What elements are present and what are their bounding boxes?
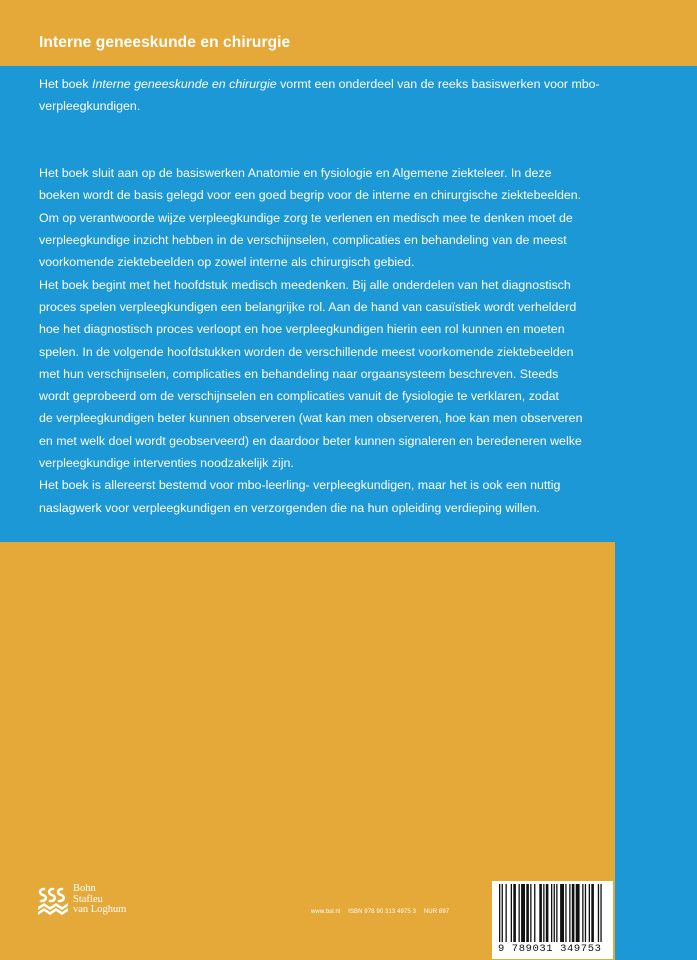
website-text: www.bsl.nl <box>311 909 341 915</box>
publisher-logo <box>36 884 126 916</box>
publisher-name-line: Stafleu <box>73 893 103 905</box>
paragraph-gap <box>39 118 609 163</box>
barcode-digits: 9 789031 349753 <box>498 943 602 955</box>
body-line: Om op verantwoorde wijze verpleegkundige zorg te verlenen en medisch mee te denken moet de <box>39 210 573 225</box>
barcode-icon <box>499 884 606 942</box>
barcode <box>492 881 613 959</box>
right-blue-strip <box>615 66 697 960</box>
intro-post: vormt een onderdeel van de reeks basiswerken voor mbo- <box>276 77 600 91</box>
series-title: Interne geneeskunde en chirurgie <box>39 34 291 51</box>
isbn-text: ISBN 978 90 313 4975 3 <box>348 909 417 915</box>
body-line: proces spelen verpleegkundigen een belangrijke rol. Aan de hand van casuïstiek wordt verhelderd <box>39 299 577 314</box>
nur-text: NUR 897 <box>423 909 450 915</box>
body-paragraph <box>39 162 609 519</box>
intro-paragraph <box>39 73 609 118</box>
intro-book-title: Interne geneeskunde en chirurgie <box>92 77 277 91</box>
body-line: naslagwerk voor verpleegkundigen en verzorgenden die na hun opleiding verdieping willen. <box>39 500 540 515</box>
body-line: voorkomende ziektebeelden op zowel interne als chirurgisch gebied. <box>39 255 415 270</box>
body-line: met hun verschijnselen, complicaties en behandeling naar orgaansysteem beschreven. Steeds <box>39 366 559 381</box>
publisher-name-line: Bohn <box>73 883 96 894</box>
body-line: verpleegkundige interventies noodzakelijk zijn. <box>39 456 294 471</box>
publisher-name <box>73 884 126 916</box>
body-line: wordt geprobeerd om de verschijnselen en complicaties vanuit de fysiologie te verklaren, zodat <box>39 389 560 404</box>
intro-line-2: verpleegkundigen. <box>39 99 141 114</box>
body-line: en met welk doel wordt geobserveerd) en daardoor beter kunnen signaleren en beredeneren welke <box>39 433 582 448</box>
body-line: Het boek is allereerst bestemd voor mbo-leerling- verpleegkundigen, maar het is ook een nuttig <box>39 478 561 493</box>
body-line: de verpleegkundigen beter kunnen observeren (wat kan men observeren, hoe kan men observeren <box>39 411 583 426</box>
intro-pre: Het boek <box>39 77 93 91</box>
intro-line-1 <box>39 73 609 95</box>
description-text <box>39 73 609 519</box>
imprint-line <box>311 909 455 915</box>
body-line: Het boek begint met het hoofdstuk medisch meedenken. Bij alle onderdelen van het diagnostisch <box>39 277 571 292</box>
body-line: verpleegkundige inzicht hebben in de verschijnselen, complicaties en behandeling van de meest <box>39 233 567 248</box>
publisher-name-line: van Loghum <box>73 904 127 915</box>
bsl-logo-icon <box>36 885 70 915</box>
body-line: spelen. In de volgende hoofdstukken worden de verschillende meest voorkomende ziektebeelden <box>39 344 574 359</box>
body-line: boeken wordt de basis gelegd voor een goed begrip voor de interne en chirurgische ziektebeelden. <box>39 188 582 203</box>
body-line: Het boek sluit aan op de basiswerken Anatomie en fysiologie en Algemene ziekteleer. In deze <box>39 166 552 181</box>
body-line: hoe het diagnostisch proces verloopt en hoe verpleegkundigen hierin een rol kunnen en moeten <box>39 322 565 337</box>
header-band <box>0 0 697 66</box>
